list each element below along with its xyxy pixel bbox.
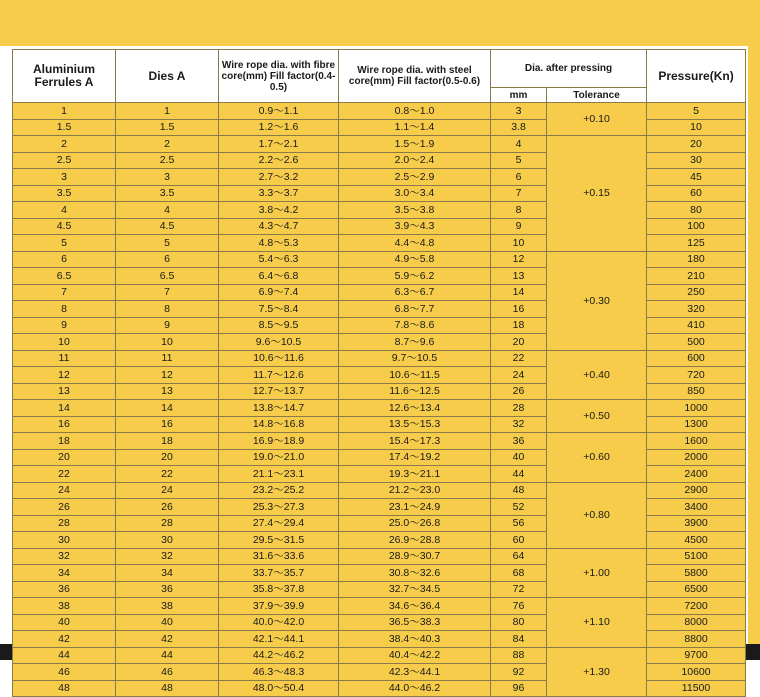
cell-pressure: 60: [647, 185, 746, 202]
cell-fibre-core: 1.7～2.1: [219, 136, 339, 153]
cell-steel-core: 2.0～2.4: [339, 152, 491, 169]
cell-die: 16: [116, 416, 219, 433]
cell-ferrule: 44: [13, 647, 116, 664]
cell-tolerance: +0.60: [547, 433, 647, 483]
cell-fibre-core: 3.8～4.2: [219, 202, 339, 219]
cell-die: 1.5: [116, 119, 219, 136]
cell-pressure: 8000: [647, 614, 746, 631]
cell-fibre-core: 42.1～44.1: [219, 631, 339, 648]
cell-ferrule: 22: [13, 466, 116, 483]
cell-mm: 40: [491, 449, 547, 466]
cell-pressure: 500: [647, 334, 746, 351]
table-row: [13, 482, 746, 499]
cell-mm: 84: [491, 631, 547, 648]
cell-tolerance: +0.15: [547, 136, 647, 252]
cell-fibre-core: 6.9～7.4: [219, 284, 339, 301]
cell-tolerance: +1.10: [547, 598, 647, 648]
cell-ferrule: 26: [13, 499, 116, 516]
cell-tolerance: +0.40: [547, 350, 647, 400]
cell-die: 18: [116, 433, 219, 450]
header-pressure: Pressure(Kn): [647, 50, 746, 103]
cell-steel-core: 3.9～4.3: [339, 218, 491, 235]
cell-pressure: 8800: [647, 631, 746, 648]
table-row: [13, 598, 746, 615]
header-dies: Dies A: [116, 50, 219, 103]
cell-mm: 4: [491, 136, 547, 153]
cell-pressure: 7200: [647, 598, 746, 615]
cell-die: 7: [116, 284, 219, 301]
cell-die: 26: [116, 499, 219, 516]
ferrule-spec-table: [12, 49, 746, 697]
cell-pressure: 1300: [647, 416, 746, 433]
cell-steel-core: 8.7～9.6: [339, 334, 491, 351]
table-row: [13, 350, 746, 367]
cell-steel-core: 4.4～4.8: [339, 235, 491, 252]
cell-die: 24: [116, 482, 219, 499]
cell-die: 4.5: [116, 218, 219, 235]
cell-pressure: 45: [647, 169, 746, 186]
cell-pressure: 9700: [647, 647, 746, 664]
cell-pressure: 320: [647, 301, 746, 318]
cell-pressure: 180: [647, 251, 746, 268]
cell-pressure: 80: [647, 202, 746, 219]
table-row: [13, 647, 746, 664]
cell-fibre-core: 4.8～5.3: [219, 235, 339, 252]
cell-pressure: 10: [647, 119, 746, 136]
cell-mm: 80: [491, 614, 547, 631]
cell-pressure: 3400: [647, 499, 746, 516]
cell-fibre-core: 4.3～4.7: [219, 218, 339, 235]
cell-pressure: 3900: [647, 515, 746, 532]
cell-mm: 32: [491, 416, 547, 433]
cell-steel-core: 12.6～13.4: [339, 400, 491, 417]
cell-tolerance: +0.50: [547, 400, 647, 433]
cell-fibre-core: 7.5～8.4: [219, 301, 339, 318]
cell-mm: 68: [491, 565, 547, 582]
cell-steel-core: 9.7～10.5: [339, 350, 491, 367]
cell-mm: 5: [491, 152, 547, 169]
cell-steel-core: 21.2～23.0: [339, 482, 491, 499]
cell-die: 48: [116, 680, 219, 697]
table-row: [13, 103, 746, 120]
cell-die: 28: [116, 515, 219, 532]
cell-pressure: 850: [647, 383, 746, 400]
table-body: [13, 103, 746, 697]
cell-ferrule: 1.5: [13, 119, 116, 136]
cell-ferrule: 36: [13, 581, 116, 598]
cell-steel-core: 5.9～6.2: [339, 268, 491, 285]
side-strip: [748, 46, 760, 646]
header-tolerance: Tolerance: [547, 88, 647, 103]
cell-ferrule: 38: [13, 598, 116, 615]
cell-ferrule: 6.5: [13, 268, 116, 285]
cell-ferrule: 48: [13, 680, 116, 697]
cell-steel-core: 1.5～1.9: [339, 136, 491, 153]
cell-mm: 56: [491, 515, 547, 532]
cell-fibre-core: 35.8～37.8: [219, 581, 339, 598]
table-row: [13, 400, 746, 417]
cell-fibre-core: 12.7～13.7: [219, 383, 339, 400]
cell-mm: 76: [491, 598, 547, 615]
cell-die: 34: [116, 565, 219, 582]
cell-mm: 72: [491, 581, 547, 598]
cell-steel-core: 32.7～34.5: [339, 581, 491, 598]
cell-ferrule: 40: [13, 614, 116, 631]
cell-mm: 18: [491, 317, 547, 334]
cell-fibre-core: 23.2～25.2: [219, 482, 339, 499]
cell-mm: 12: [491, 251, 547, 268]
cell-ferrule: 11: [13, 350, 116, 367]
cell-steel-core: 42.3～44.1: [339, 664, 491, 681]
cell-tolerance: +1.00: [547, 548, 647, 598]
cell-die: 2: [116, 136, 219, 153]
cell-ferrule: 7: [13, 284, 116, 301]
cell-fibre-core: 25.3～27.3: [219, 499, 339, 516]
cell-steel-core: 40.4～42.2: [339, 647, 491, 664]
cell-ferrule: 3: [13, 169, 116, 186]
cell-ferrule: 1: [13, 103, 116, 120]
cell-ferrule: 28: [13, 515, 116, 532]
cell-mm: 22: [491, 350, 547, 367]
cell-steel-core: 6.3～6.7: [339, 284, 491, 301]
cell-steel-core: 13.5～15.3: [339, 416, 491, 433]
cell-fibre-core: 13.8～14.7: [219, 400, 339, 417]
cell-pressure: 600: [647, 350, 746, 367]
cell-pressure: 410: [647, 317, 746, 334]
cell-ferrule: 13: [13, 383, 116, 400]
cell-fibre-core: 1.2～1.6: [219, 119, 339, 136]
cell-pressure: 5100: [647, 548, 746, 565]
cell-mm: 28: [491, 400, 547, 417]
header-mm: mm: [491, 88, 547, 103]
cell-die: 5: [116, 235, 219, 252]
cell-fibre-core: 9.6～10.5: [219, 334, 339, 351]
cell-fibre-core: 37.9～39.9: [219, 598, 339, 615]
cell-die: 40: [116, 614, 219, 631]
cell-mm: 26: [491, 383, 547, 400]
cell-mm: 96: [491, 680, 547, 697]
cell-steel-core: 25.0～26.8: [339, 515, 491, 532]
cell-fibre-core: 21.1～23.1: [219, 466, 339, 483]
cell-ferrule: 20: [13, 449, 116, 466]
cell-die: 32: [116, 548, 219, 565]
table-row: [13, 251, 746, 268]
cell-steel-core: 4.9～5.8: [339, 251, 491, 268]
cell-mm: 52: [491, 499, 547, 516]
cell-steel-core: 34.6～36.4: [339, 598, 491, 615]
cell-pressure: 6500: [647, 581, 746, 598]
cell-fibre-core: 2.7～3.2: [219, 169, 339, 186]
cell-pressure: 11500: [647, 680, 746, 697]
cell-ferrule: 24: [13, 482, 116, 499]
header-dia-after-pressing: Dia. after pressing: [491, 50, 647, 88]
cell-mm: 88: [491, 647, 547, 664]
cell-steel-core: 28.9～30.7: [339, 548, 491, 565]
cell-die: 42: [116, 631, 219, 648]
cell-steel-core: 23.1～24.9: [339, 499, 491, 516]
cell-ferrule: 32: [13, 548, 116, 565]
cell-ferrule: 4.5: [13, 218, 116, 235]
cell-pressure: 210: [647, 268, 746, 285]
cell-fibre-core: 27.4～29.4: [219, 515, 339, 532]
cell-fibre-core: 0.9～1.1: [219, 103, 339, 120]
cell-mm: 36: [491, 433, 547, 450]
ferrule-spec-table-wrapper: [12, 49, 745, 697]
cell-pressure: 1000: [647, 400, 746, 417]
cell-pressure: 100: [647, 218, 746, 235]
cell-pressure: 125: [647, 235, 746, 252]
cell-ferrule: 6: [13, 251, 116, 268]
header-ferrules: Aluminium Ferrules A: [13, 50, 116, 103]
cell-tolerance: +0.30: [547, 251, 647, 350]
cell-steel-core: 26.9～28.8: [339, 532, 491, 549]
cell-ferrule: 46: [13, 664, 116, 681]
cell-steel-core: 10.6～11.5: [339, 367, 491, 384]
cell-fibre-core: 19.0～21.0: [219, 449, 339, 466]
cell-pressure: 30: [647, 152, 746, 169]
cell-tolerance: +0.10: [547, 103, 647, 136]
cell-pressure: 5: [647, 103, 746, 120]
cell-die: 30: [116, 532, 219, 549]
cell-fibre-core: 33.7～35.7: [219, 565, 339, 582]
cell-ferrule: 9: [13, 317, 116, 334]
cell-die: 44: [116, 647, 219, 664]
cell-die: 9: [116, 317, 219, 334]
cell-ferrule: 18: [13, 433, 116, 450]
cell-steel-core: 6.8～7.7: [339, 301, 491, 318]
cell-pressure: 20: [647, 136, 746, 153]
cell-fibre-core: 46.3～48.3: [219, 664, 339, 681]
cell-die: 38: [116, 598, 219, 615]
cell-die: 36: [116, 581, 219, 598]
cell-mm: 60: [491, 532, 547, 549]
cell-die: 22: [116, 466, 219, 483]
cell-ferrule: 12: [13, 367, 116, 384]
cell-mm: 24: [491, 367, 547, 384]
cell-pressure: 2900: [647, 482, 746, 499]
cell-fibre-core: 8.5～9.5: [219, 317, 339, 334]
cell-ferrule: 42: [13, 631, 116, 648]
cell-mm: 64: [491, 548, 547, 565]
cell-ferrule: 2.5: [13, 152, 116, 169]
cell-die: 1: [116, 103, 219, 120]
table-row: [13, 433, 746, 450]
cell-ferrule: 16: [13, 416, 116, 433]
cell-steel-core: 44.0～46.2: [339, 680, 491, 697]
cell-ferrule: 34: [13, 565, 116, 582]
cell-die: 14: [116, 400, 219, 417]
cell-steel-core: 3.0～3.4: [339, 185, 491, 202]
cell-fibre-core: 29.5～31.5: [219, 532, 339, 549]
cell-mm: 16: [491, 301, 547, 318]
cell-fibre-core: 3.3～3.7: [219, 185, 339, 202]
cell-fibre-core: 48.0～50.4: [219, 680, 339, 697]
cell-mm: 14: [491, 284, 547, 301]
cell-pressure: 1600: [647, 433, 746, 450]
cell-ferrule: 30: [13, 532, 116, 549]
cell-ferrule: 3.5: [13, 185, 116, 202]
cell-ferrule: 4: [13, 202, 116, 219]
cell-ferrule: 5: [13, 235, 116, 252]
cell-mm: 9: [491, 218, 547, 235]
cell-die: 10: [116, 334, 219, 351]
cell-mm: 20: [491, 334, 547, 351]
cell-steel-core: 1.1～1.4: [339, 119, 491, 136]
cell-die: 3: [116, 169, 219, 186]
cell-pressure: 4500: [647, 532, 746, 549]
cell-steel-core: 2.5～2.9: [339, 169, 491, 186]
cell-pressure: 2400: [647, 466, 746, 483]
cell-steel-core: 36.5～38.3: [339, 614, 491, 631]
cell-steel-core: 0.8～1.0: [339, 103, 491, 120]
divider: [0, 44, 760, 46]
cell-fibre-core: 6.4～6.8: [219, 268, 339, 285]
cell-pressure: 250: [647, 284, 746, 301]
cell-mm: 10: [491, 235, 547, 252]
cell-die: 20: [116, 449, 219, 466]
cell-fibre-core: 31.6～33.6: [219, 548, 339, 565]
cell-pressure: 10600: [647, 664, 746, 681]
cell-steel-core: 17.4～19.2: [339, 449, 491, 466]
header-fibre-core: Wire rope dia. with fibre core(mm) Fill factor(0.4-0.5): [219, 50, 339, 103]
header-steel-core: Wire rope dia. with steel core(mm) Fill factor(0.5-0.6): [339, 50, 491, 103]
cell-die: 13: [116, 383, 219, 400]
cell-die: 12: [116, 367, 219, 384]
cell-pressure: 2000: [647, 449, 746, 466]
cell-die: 11: [116, 350, 219, 367]
cell-steel-core: 11.6～12.5: [339, 383, 491, 400]
cell-steel-core: 38.4～40.3: [339, 631, 491, 648]
cell-die: 6: [116, 251, 219, 268]
cell-tolerance: +0.80: [547, 482, 647, 548]
cell-mm: 8: [491, 202, 547, 219]
cell-die: 3.5: [116, 185, 219, 202]
cell-fibre-core: 5.4～6.3: [219, 251, 339, 268]
cell-steel-core: 19.3～21.1: [339, 466, 491, 483]
cell-steel-core: 3.5～3.8: [339, 202, 491, 219]
table-row: [13, 136, 746, 153]
cell-ferrule: 2: [13, 136, 116, 153]
cell-mm: 48: [491, 482, 547, 499]
cell-die: 46: [116, 664, 219, 681]
cell-ferrule: 8: [13, 301, 116, 318]
cell-die: 6.5: [116, 268, 219, 285]
cell-fibre-core: 14.8～16.8: [219, 416, 339, 433]
cell-fibre-core: 11.7～12.6: [219, 367, 339, 384]
cell-die: 8: [116, 301, 219, 318]
cell-fibre-core: 2.2～2.6: [219, 152, 339, 169]
cell-fibre-core: 40.0～42.0: [219, 614, 339, 631]
cell-ferrule: 14: [13, 400, 116, 417]
cell-pressure: 5800: [647, 565, 746, 582]
cell-fibre-core: 44.2～46.2: [219, 647, 339, 664]
cell-mm: 6: [491, 169, 547, 186]
table-row: [13, 548, 746, 565]
cell-ferrule: 10: [13, 334, 116, 351]
cell-mm: 3.8: [491, 119, 547, 136]
cell-pressure: 720: [647, 367, 746, 384]
cell-die: 2.5: [116, 152, 219, 169]
cell-mm: 44: [491, 466, 547, 483]
cell-fibre-core: 16.9～18.9: [219, 433, 339, 450]
cell-mm: 7: [491, 185, 547, 202]
cell-fibre-core: 10.6～11.6: [219, 350, 339, 367]
cell-mm: 3: [491, 103, 547, 120]
cell-steel-core: 7.8～8.6: [339, 317, 491, 334]
cell-steel-core: 15.4～17.3: [339, 433, 491, 450]
cell-steel-core: 30.8～32.6: [339, 565, 491, 582]
cell-tolerance: +1.30: [547, 647, 647, 697]
cell-mm: 13: [491, 268, 547, 285]
top-banner: [0, 0, 760, 46]
cell-die: 4: [116, 202, 219, 219]
cell-mm: 92: [491, 664, 547, 681]
